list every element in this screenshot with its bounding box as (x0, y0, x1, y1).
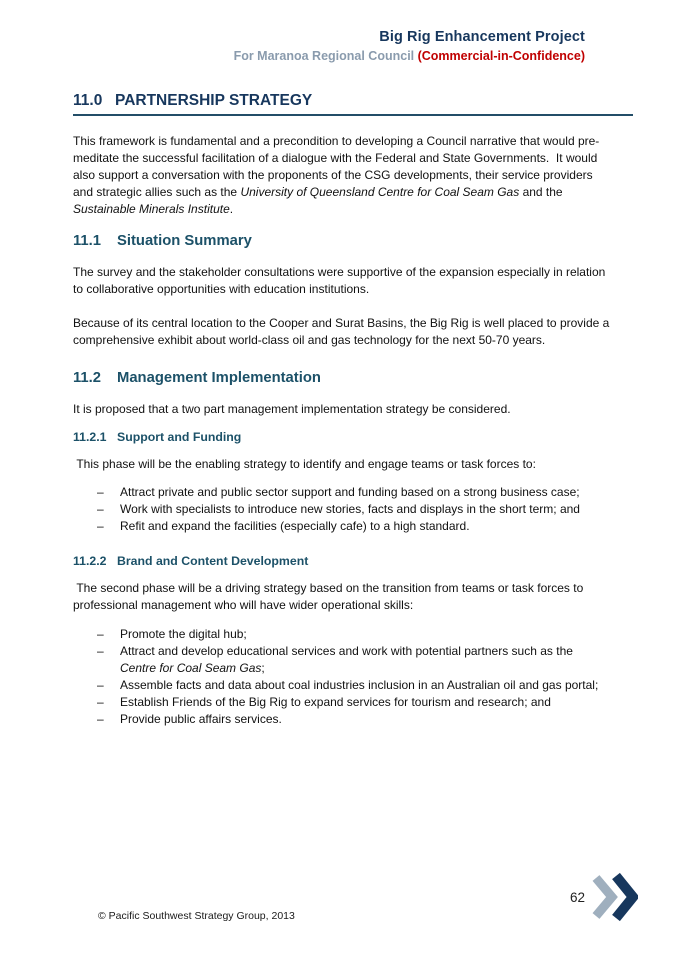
paragraph: Because of its central location to the Cooper and Surat Basins, the Big Rig is well placed to provide a comprehensive exhibit about world-class oil and gas technology for the next 50-70 years. (73, 316, 613, 347)
paragraph-text: . (229, 202, 234, 216)
italic-text: Sustainable Minerals Institute (73, 202, 230, 216)
list-item (97, 711, 608, 728)
list-item-text: Establish Friends of the Big Rig to expand services for tourism and research; and (120, 695, 551, 709)
paragraph-text: This framework is fundamental and a precondition to developing a Council narrative that would pre-meditate the successful facilitation of a dialogue with the Federal and State Governments. It would also support a conversation with the proponents of the CSG developments, their service providers and strategic allies such as the (73, 134, 601, 199)
section-heading-situation-summary (73, 232, 633, 251)
section-heading-partnership-strategy (73, 91, 633, 116)
page-footer-mark (570, 872, 638, 922)
dash-marker: – (97, 712, 104, 726)
list-item-text: Attract private and public sector support and funding based on a strong business case; (120, 485, 580, 499)
heading-number: 11.0 (73, 92, 103, 109)
italic-text: University of Queensland Centre for Coal Seam Gas (240, 185, 520, 199)
double-chevron-icon (592, 872, 638, 922)
heading-number: 11.1 (73, 233, 101, 249)
heading-title: Brand and Content Development (117, 554, 309, 568)
list-item (97, 694, 608, 711)
dash-marker: – (97, 644, 104, 658)
document-subtitle (73, 47, 585, 66)
confidential-label: (Commercial-in-Confidence) (417, 49, 585, 63)
list-item (97, 643, 608, 677)
document-header (73, 0, 585, 66)
section-heading-management-implementation (73, 369, 633, 388)
list-item-text: Provide public affairs services. (120, 712, 282, 726)
list-item-text: Refit and expand the facilities (especially cafe) to a high standard. (120, 519, 470, 533)
list-item-text: Assemble facts and data about coal industries inclusion in an Australian oil and gas portal; (120, 678, 599, 692)
list-item-text: Promote the digital hub; (120, 627, 247, 641)
subsection-heading-support-and-funding (73, 429, 633, 445)
bullet-list-support-and-funding (73, 484, 608, 535)
dash-marker: – (97, 627, 104, 641)
document-content (73, 91, 633, 728)
list-item-text (120, 643, 608, 677)
italic-text: Centre for Coal Seam Gas (120, 661, 262, 675)
paragraph: It is proposed that a two part management implementation strategy be considered. (73, 402, 511, 416)
dash-marker: – (97, 519, 104, 533)
intro-paragraph (73, 133, 613, 218)
paragraph-text: and the (519, 185, 566, 199)
subtitle-client: For Maranoa Regional Council (233, 49, 418, 63)
heading-title: Situation Summary (117, 233, 252, 249)
list-item-text: Work with specialists to introduce new stories, facts and displays in the short term; and (120, 502, 580, 516)
list-item-run: Attract and develop educational services and work with potential partners such as the (120, 644, 573, 658)
list-item (97, 518, 608, 535)
heading-number: 11.2 (73, 370, 101, 386)
list-item (97, 501, 608, 518)
heading-title: Management Implementation (117, 370, 321, 386)
dash-marker: – (97, 678, 104, 692)
list-item (97, 484, 608, 501)
paragraph: The survey and the stakeholder consultations were supportive of the expansion especially in relation to collaborative opportunities with education institutions. (73, 265, 609, 296)
bullet-list-brand-and-content (73, 626, 608, 728)
dash-marker: – (97, 695, 104, 709)
copyright-text: © Pacific Southwest Strategy Group, 2013 (98, 910, 295, 922)
list-item (97, 677, 608, 694)
paragraph: The second phase will be a driving strategy based on the transition from teams or task forces to professional management who will have wider operational skills: (73, 581, 587, 612)
dash-marker: – (97, 485, 104, 499)
heading-title: Support and Funding (117, 430, 242, 444)
paragraph: This phase will be the enabling strategy to identify and engage teams or task forces to: (73, 457, 536, 471)
list-item (97, 626, 608, 643)
heading-number: 11.2.1 (73, 430, 107, 444)
dash-marker: – (97, 502, 104, 516)
document-title: Big Rig Enhancement Project (379, 29, 585, 45)
heading-title: PARTNERSHIP STRATEGY (115, 92, 313, 109)
list-item-run: ; (261, 661, 265, 675)
page-number: 62 (569, 889, 585, 905)
subsection-heading-brand-and-content-development (73, 553, 633, 569)
heading-number: 11.2.2 (73, 554, 107, 568)
